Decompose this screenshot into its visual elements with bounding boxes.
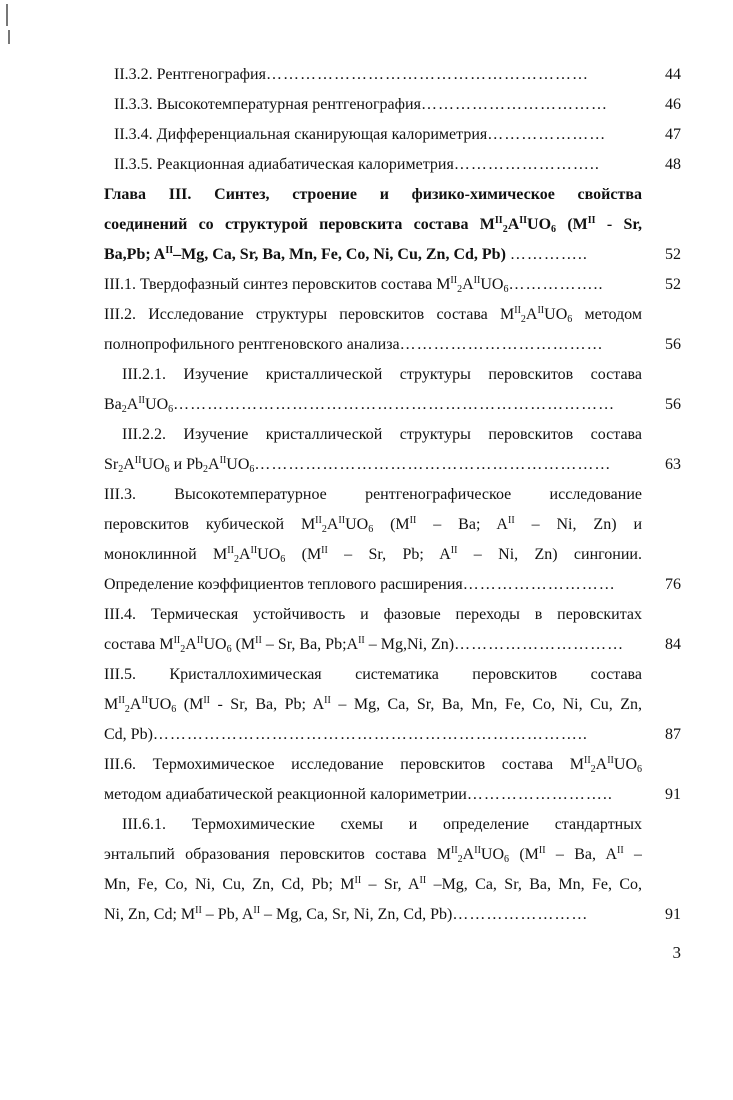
toc-title: II.3.5. Реакционная адиабатическая калориметрия…………………….. xyxy=(114,156,600,173)
toc-title: II.3.2. Рентгенография………………………………………………… xyxy=(114,66,589,83)
toc-title: III.2. Исследование структуры перовскитов состава $M^{II}_2A^{II}UO_6$ методом xyxy=(104,305,642,325)
toc-page-number: 47 xyxy=(665,126,681,143)
toc-page-number: 52 xyxy=(665,276,681,293)
toc-title: III.2.1. Изучение кристаллической структуры перовскитов состава xyxy=(122,366,642,383)
toc-title: $Sr_2A^{II}UO_6$ и $Pb_2A^{II}UO_6\dots\dots\dots\dots\dots\dots\dots\dots\dots\dots\dots\dots\dots\dots\dots\dots\dots\dots\dots\dots\dots$ xyxy=(104,455,612,475)
toc-page-number: 56 xyxy=(665,336,681,353)
toc-page-number: 87 xyxy=(665,726,681,743)
toc-title: $M^{II}_2A^{II}UO_6$ ($M^{II}$ - Sr, Ba, Pb; $A^{II}$ – Mg, Ca, Sr, Ba, Mn, Fe, Co, Ni, Cu, Zn, xyxy=(104,695,642,715)
scan-artifact xyxy=(8,30,10,44)
toc-title: III.5. Кристаллохимическая систематика перовскитов состава xyxy=(104,666,642,683)
toc-title: полнопрофильного рентгеновского анализа……………………………… xyxy=(104,336,604,353)
toc-title: Определение коэффициентов теплового расширения……………………… xyxy=(104,576,616,593)
toc-title: состава $M^{II}_2A^{II}UO_6$ ($M^{II}$ – Sr, Ba, $Pb;A^{II} - Mg,Ni$, Zn)………………………… xyxy=(104,635,625,655)
toc-title: моноклинной $M^{II}_2A^{II}UO_6$ ($M^{II}$ – Sr, Pb; $A^{II}$ – Ni, Zn) сингонии. xyxy=(104,545,642,565)
toc-title: III.6. Термохимическое исследование перовскитов состава $M^{II}_2A^{II}UO_6$ xyxy=(104,755,642,775)
toc-title: Ni, Zn, Cd; $M^{II}$ – Pb, $A^{II}$ – Mg, Ca, Sr, Ni, Zn, Cd, Pb)…………………… xyxy=(104,905,589,923)
toc-title: II.3.3. Высокотемпературная рентгенография…………………………… xyxy=(114,96,608,113)
toc-title: Ba,Pb; $A^{II}-Mg$, Ca, Sr, Ba, Mn, Fe, Co, Ni, Cu, Zn, Cd, Pb) ………….. xyxy=(104,245,588,263)
toc-title: $Ba_2A^{II}UO_6\dots\dots\dots\dots\dots\dots\dots\dots\dots\dots\dots\dots\dots\dots\dots\dots\dots\dots\dots\dots\dots\dots\dots\dots\dots\dots$ xyxy=(104,395,616,415)
toc-title: III.3. Высокотемпературное рентгенографическое исследование xyxy=(104,486,642,503)
toc-title: III.2.2. Изучение кристаллической структуры перовскитов состава xyxy=(122,426,642,443)
toc-title: перовскитов кубической $M^{II}_2A^{II}UO_6$ ($M^{II}$ – Ba; $A^{II}$ – Ni, Zn) и xyxy=(104,515,642,535)
toc-page-number: 46 xyxy=(665,96,681,113)
toc-title: II.3.4. Дифференциальная сканирующая калориметрия………………… xyxy=(114,126,607,143)
toc-page-number: 44 xyxy=(665,66,681,83)
toc-page-number: 52 xyxy=(665,246,681,263)
toc-title: энтальпий образования перовскитов состава $M^{II}_2A^{II}UO_6$ ($M^{II}$ – Ba, $A^{II}$ – xyxy=(104,845,642,865)
toc-page-number: 56 xyxy=(665,396,681,413)
toc-page-number: 76 xyxy=(665,576,681,593)
toc-title: Mn, Fe, Co, Ni, Cu, Zn, Cd, Pb; $M^{II}$ – Sr, $A^{II}$ –Mg, Ca, Sr, Ba, Mn, Fe, Co, xyxy=(104,875,642,893)
toc-page-number: 63 xyxy=(665,456,681,473)
toc-title: III.4. Термическая устойчивость и фазовые переходы в перовскитах xyxy=(104,606,642,623)
toc-title: соединений со структурой перовскита состава $M^{II}_2A^{II}UO_6$ ($M^{II}$ - Sr, xyxy=(104,215,642,235)
toc-title: III.6.1. Термохимические схемы и определение стандартных xyxy=(122,816,642,833)
toc-page-number: 84 xyxy=(665,636,681,653)
toc-title: Глава III. Синтез, строение и физико-химическое свойства xyxy=(104,186,642,203)
toc-page-number: 48 xyxy=(665,156,681,173)
toc-title: III.1. Твердофазный синтез перовскитов состава $M^{II}_2A^{II}UO_6\dots\dots\dots\dots\dots$.. xyxy=(104,275,604,295)
scan-artifact xyxy=(6,4,8,26)
toc-page-number: 91 xyxy=(665,786,681,803)
page-number: 3 xyxy=(672,943,681,962)
toc-page-number: 91 xyxy=(665,906,681,923)
toc-title: Cd, Pb)………………………………………………………………….. xyxy=(104,726,588,743)
toc-title: методом адиабатической реакционной калориметрии…………………….. xyxy=(104,786,613,803)
